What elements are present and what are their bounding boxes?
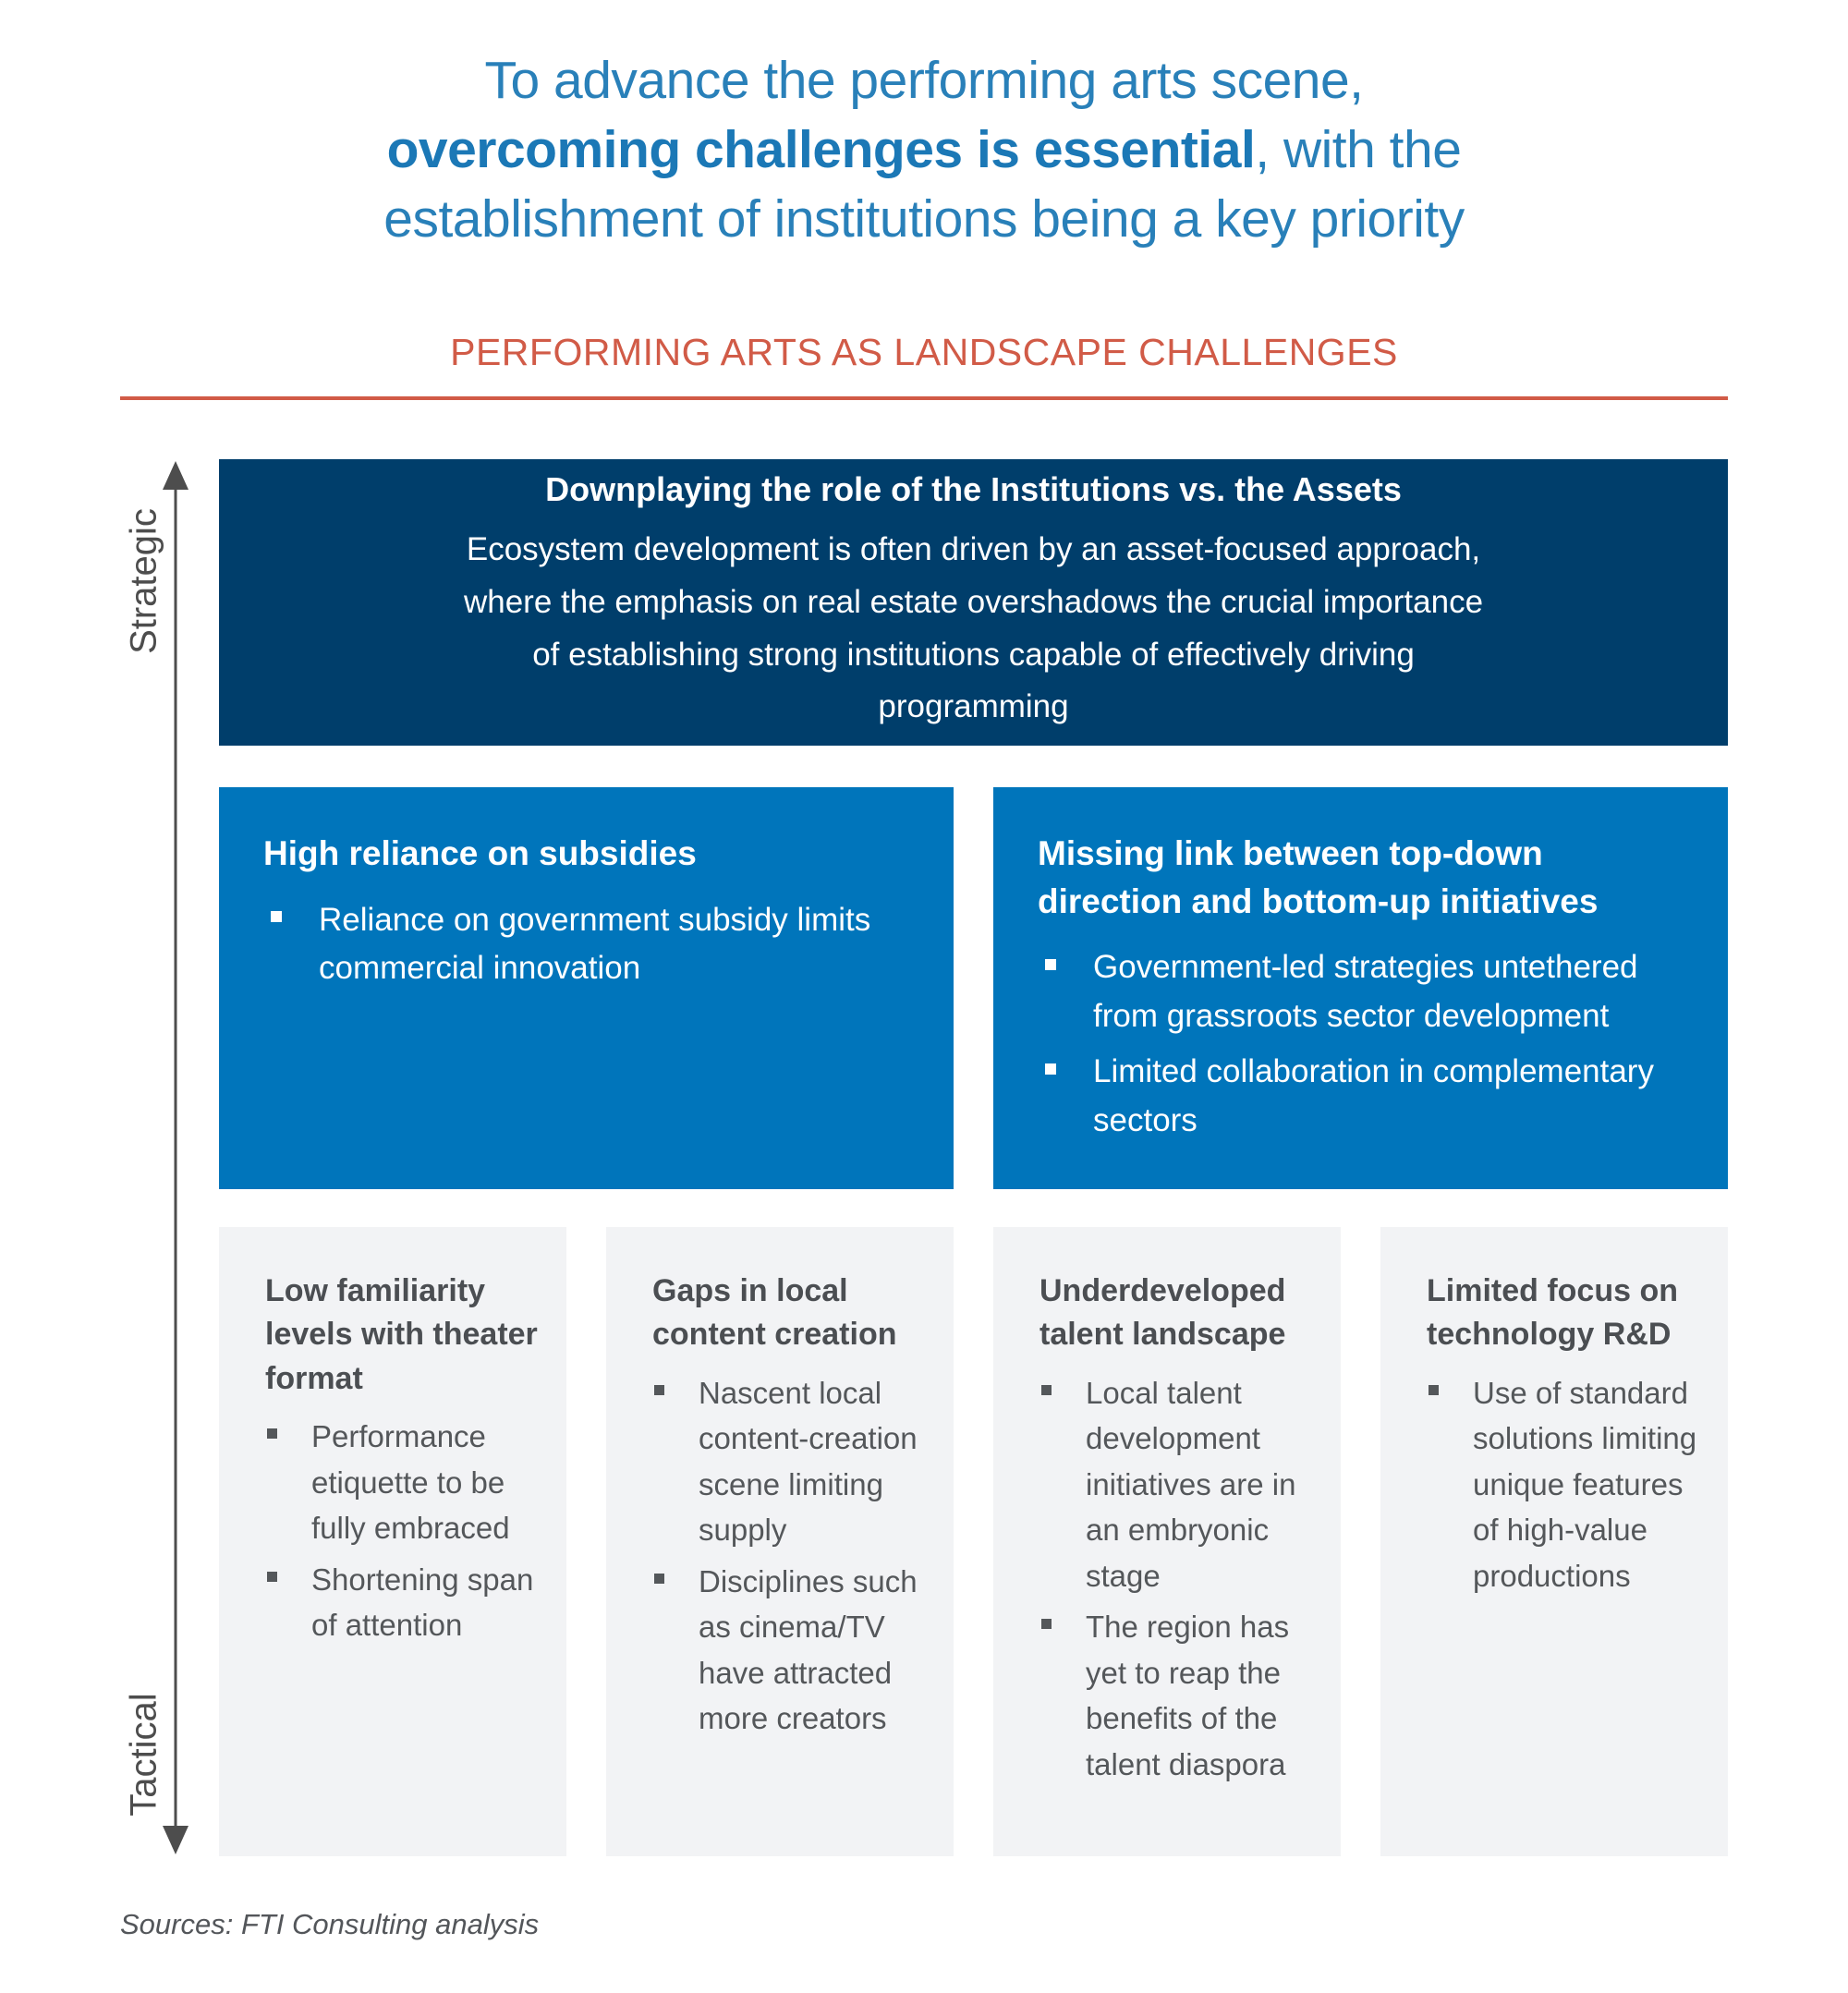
page-title-line2 (120, 115, 1728, 185)
tactical-box-title: Underdeveloped talent landscape (1040, 1272, 1286, 1353)
bullet-list (652, 1370, 930, 1742)
tactical-box-title: Gaps in local content creation (652, 1272, 897, 1353)
mid-box-title: Missing link between top-down direction and bottom-up initiatives (1038, 833, 1599, 920)
strategic-tactical-axis (120, 459, 219, 1856)
strategic-challenge-box (219, 459, 1728, 746)
page-title-line2-rest: , with the (1255, 120, 1462, 180)
bullet-item: Disciplines such as cinema/TV have attracted more creators (652, 1559, 930, 1742)
bullet-list (1427, 1370, 1704, 1599)
axis-label-tactical: Tactical (123, 1693, 164, 1817)
tactical-box-content-creation (606, 1227, 954, 1856)
tactical-box-title: Limited focus on technology R&D (1427, 1272, 1678, 1353)
bullet-item: Limited collaboration in complementary sectors (1038, 1048, 1682, 1145)
mid-box-title: High reliance on subsidies (263, 833, 697, 872)
page-title-line1: To advance the performing arts scene, (484, 51, 1364, 110)
page-title-emphasis: overcoming challenges is essential (386, 120, 1256, 180)
bullet-item: Reliance on government subsidy limits commercial innovation (263, 896, 907, 993)
bullet-item: Use of standard solutions limiting unique features of high-value productions (1427, 1370, 1704, 1599)
page-title (120, 0, 1728, 255)
section-header: PERFORMING ARTS AS LANDSCAPE CHALLENGES (450, 330, 1398, 373)
tactical-box-familiarity (219, 1227, 566, 1856)
diagram-content (219, 459, 1728, 1856)
page-title-line3: establishment of institutions being a key priority (383, 189, 1465, 249)
mid-box-missing-link (993, 787, 1728, 1189)
mid-box-subsidies (219, 787, 954, 1189)
tactical-box-technology (1380, 1227, 1728, 1856)
tactical-box-talent (993, 1227, 1341, 1856)
tactical-challenges-row (219, 1227, 1728, 1856)
mid-challenges-row (219, 787, 1728, 1189)
sources-note: Sources: FTI Consulting analysis (120, 1907, 540, 1940)
challenges-diagram (120, 459, 1728, 1856)
axis-label-strategic: Strategic (123, 507, 164, 654)
bullet-item: Nascent local content-creation scene limiting supply (652, 1370, 930, 1553)
bullet-item: Local talent development initiatives are in an embryonic stage (1040, 1370, 1317, 1599)
bullet-item: The region has yet to reap the benefits of the talent diaspora (1040, 1604, 1317, 1787)
tactical-box-title: Low familiarity levels with theater format (265, 1272, 538, 1396)
bullet-item: Performance etiquette to be fully embraced (265, 1414, 542, 1551)
bullet-list (1040, 1370, 1317, 1788)
bullet-list (265, 1414, 542, 1648)
bullet-item: Government-led strategies untethered from grassroots sector development (1038, 943, 1682, 1040)
bullet-list (263, 896, 907, 993)
axis-arrow-icon (120, 459, 219, 1856)
bullet-list (1038, 943, 1682, 1145)
section-divider-line (120, 396, 1728, 400)
strategic-box-title: Downplaying the role of the Institutions vs. the Assets (545, 470, 1402, 509)
strategic-box-body: Ecosystem development is often driven by an asset-focused approach, where the emphasis on real estate overshadows the crucial importance of establishing strong institutions capable of effectively driving programming (463, 531, 1484, 725)
bullet-item: Shortening span of attention (265, 1557, 542, 1648)
